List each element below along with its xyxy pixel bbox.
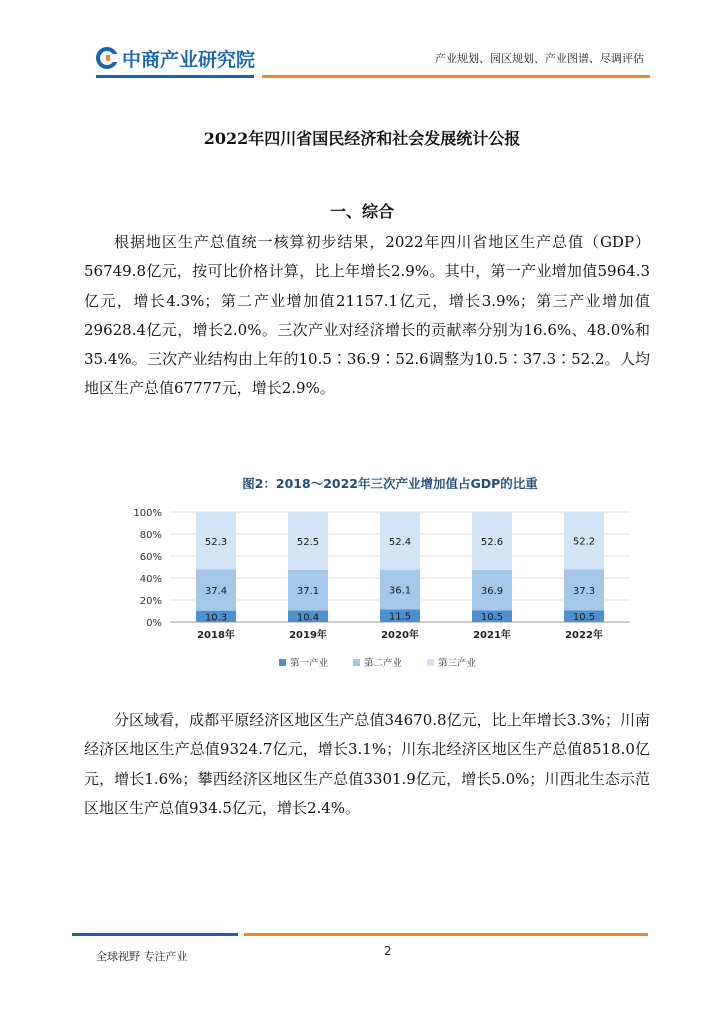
x-tick-label: 2020年 <box>381 630 419 641</box>
data-label: 52.5 <box>296 536 320 548</box>
legend-label: 第一产业 <box>290 658 329 669</box>
legend-label: 第二产业 <box>364 658 403 669</box>
data-label: 36.1 <box>388 585 412 597</box>
data-label: 52.3 <box>204 536 228 548</box>
data-label: 37.3 <box>572 585 596 597</box>
data-label: 10.5 <box>480 612 504 624</box>
company-logo <box>96 46 255 70</box>
footer-rule-blue <box>72 933 238 936</box>
header-tagline: 产业规划、园区规划、产业图谱、尽调评估 <box>435 52 644 65</box>
legend-label: 第三产业 <box>438 658 477 669</box>
x-tick-label: 2018年 <box>197 630 235 641</box>
legend-swatch <box>279 659 286 666</box>
chart-title: 图2：2018～2022年三次产业增加值占GDP的比重 <box>242 476 538 491</box>
header-rule-blue <box>96 75 254 78</box>
data-label: 11.5 <box>388 611 412 623</box>
x-tick-label: 2021年 <box>473 630 511 641</box>
data-label: 52.4 <box>388 536 412 548</box>
footer-rule-orange <box>244 933 648 936</box>
data-label: 10.3 <box>204 612 228 624</box>
document-title: 2022年四川省国民经济和社会发展统计公报 <box>203 129 521 148</box>
x-tick-label: 2022年 <box>565 630 603 641</box>
logo-mark-icon <box>96 47 118 69</box>
section-heading: 一、综合 <box>329 202 394 221</box>
logo-text: 中商产业研究院 <box>122 48 256 71</box>
data-label: 10.5 <box>572 612 596 624</box>
data-label: 52.2 <box>572 536 596 548</box>
data-label: 37.4 <box>204 586 228 598</box>
legend-swatch <box>427 659 434 666</box>
y-tick-label: 100% <box>133 508 162 519</box>
data-label: 10.4 <box>296 612 320 624</box>
data-label: 37.1 <box>296 586 320 598</box>
footer-slogan: 全球视野 专注产业 <box>96 950 188 963</box>
summary-paragraph: 根据地区生产总值统一核算初步结果，2022年四川省地区生产总值（GDP）56749.8亿元，按可比价格计算，比上年增长2.9%。其中，第一产业增加值5964.3亿元，增长4.3%；第二产业增加值21157.1亿元，增长3.9%；第三产业增加值29628.4亿元，增长2.0%。三次产业对经济增长的贡献率分别为16.6%、48.0%和35.4%。三次产业结构由上年的10.5∶36.9∶52.6调整为10.5∶37.3∶52.2。人均地区生产总值67777元，增长2.9%。 <box>84 233 650 398</box>
header-rule-orange <box>262 75 650 78</box>
y-tick-label: 80% <box>139 530 162 541</box>
x-tick-label: 2019年 <box>289 630 327 641</box>
y-tick-label: 40% <box>139 574 162 585</box>
y-tick-label: 60% <box>139 552 162 563</box>
data-label: 52.6 <box>480 536 504 548</box>
y-tick-label: 0% <box>146 618 162 629</box>
regional-paragraph: 分区域看，成都平原经济区地区生产总值34670.8亿元，比上年增长3.3%；川南经济区地区生产总值9324.7亿元，增长3.1%；川东北经济区地区生产总值8518.0亿元，增长1.6%；攀西经济区地区生产总值3301.9亿元，增长5.0%；川西北生态示范区地区生产总值934.5亿元，增长2.4%。 <box>84 711 650 817</box>
data-label: 36.9 <box>480 586 504 598</box>
industry-share-chart <box>120 466 640 680</box>
y-tick-label: 20% <box>139 596 162 607</box>
page-number: 2 <box>384 944 392 958</box>
legend-swatch <box>353 659 360 666</box>
